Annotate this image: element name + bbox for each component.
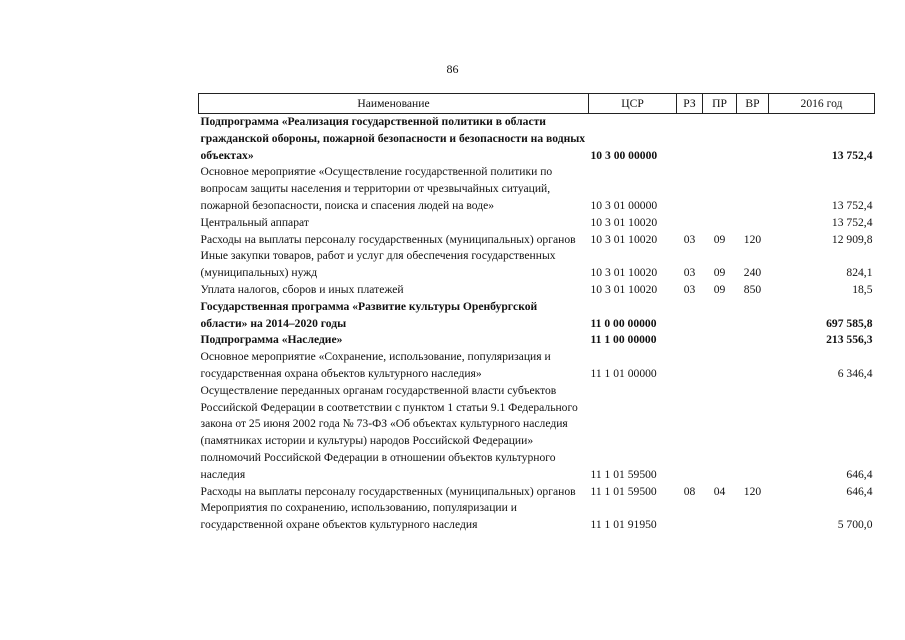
- row-sum: 13 752,4: [831, 148, 873, 162]
- row-csr: 10 3 00 00000: [590, 148, 658, 162]
- row-vr: 240: [743, 266, 762, 280]
- budget-table: [198, 93, 875, 534]
- row-pr: 09: [713, 232, 726, 246]
- row-vr: 120: [743, 232, 762, 246]
- row-name: Государственная программа «Развитие культуры Оренбургской области» на 2014–2020 годы: [200, 299, 538, 330]
- row-pr: [703, 215, 737, 232]
- row-pr: 09: [713, 282, 726, 296]
- row-name: Центральный аппарат: [200, 215, 309, 229]
- row-csr: 11 1 01 59500: [590, 484, 657, 498]
- table-row: [199, 484, 875, 501]
- row-pr: 04: [713, 484, 726, 498]
- row-sum: 13 752,4: [831, 215, 873, 229]
- row-csr: 11 0 00 00000: [590, 316, 657, 330]
- row-name: Осуществление переданных органам государственной власти субъектов Российской Федерации в соответствии с пунктом 1 статьи 9.1 Федерального закона от 25 июня 2002 года № 73-ФЗ «Об объектах культурного наследия (памятниках истории и культуры) народов Российской Федерации» полномочий Российской Федерации в отношении объектов культурного наследия: [200, 383, 578, 481]
- table-row: [199, 164, 875, 214]
- table-row: [199, 215, 875, 232]
- header-name: Наименование: [199, 94, 589, 114]
- row-csr: 10 3 01 10020: [590, 282, 658, 296]
- row-vr: 850: [743, 282, 762, 296]
- row-name: Основное мероприятие «Осуществление государственной политики по вопросам защиты населения и территории от чрезвычайных ситуаций, пожарной безопасности, поиска и спасения людей на воде»: [200, 165, 553, 212]
- row-rz: [677, 383, 703, 484]
- row-name: Расходы на выплаты персоналу государственных (муниципальных) органов: [200, 484, 576, 498]
- table-row: [199, 332, 875, 349]
- row-pr: [703, 383, 737, 484]
- row-vr: 120: [743, 484, 762, 498]
- row-rz: 03: [683, 282, 696, 296]
- row-rz: [677, 164, 703, 214]
- row-csr: 10 3 01 00000: [590, 198, 658, 212]
- row-sum: 6 346,4: [837, 366, 873, 380]
- header-csr: ЦСР: [589, 94, 677, 114]
- table-row: [199, 248, 875, 282]
- row-vr: [737, 332, 769, 349]
- row-csr: 10 3 01 10020: [590, 266, 658, 280]
- row-pr: [703, 349, 737, 383]
- row-sum: 5 700,0: [837, 518, 873, 532]
- row-rz: [677, 114, 703, 165]
- table-header-row: [199, 94, 875, 114]
- header-rz: РЗ: [677, 94, 703, 114]
- row-vr: [737, 383, 769, 484]
- row-vr: [737, 114, 769, 165]
- row-sum: 697 585,8: [826, 316, 873, 330]
- row-pr: [703, 500, 737, 534]
- row-rz: 03: [683, 266, 696, 280]
- row-csr: 11 1 01 59500: [590, 467, 657, 481]
- table-row: [199, 500, 875, 534]
- row-sum: 646,4: [846, 467, 873, 481]
- row-csr: 10 3 01 10020: [590, 232, 658, 246]
- row-sum: 13 752,4: [831, 198, 873, 212]
- table-row: [199, 282, 875, 299]
- table-row: [199, 299, 875, 333]
- row-vr: [737, 500, 769, 534]
- table-row: [199, 232, 875, 249]
- row-sum: 18,5: [852, 282, 873, 296]
- row-pr: [703, 164, 737, 214]
- row-csr: 11 1 00 00000: [590, 333, 657, 347]
- row-rz: [677, 299, 703, 333]
- row-pr: 09: [713, 266, 726, 280]
- row-csr: 11 1 01 91950: [590, 518, 657, 532]
- row-name: Мероприятия по сохранению, использованию, популяризации и государственной охране объектов культурного наследия: [200, 501, 517, 532]
- table-row: [199, 383, 875, 484]
- page-number: 86: [446, 62, 459, 76]
- table-row: [199, 349, 875, 383]
- row-csr: 10 3 01 10020: [590, 215, 658, 229]
- row-name: Основное мероприятие «Сохранение, использование, популяризация и государственная охрана объектов культурного наследия»: [200, 350, 551, 380]
- row-sum: 646,4: [846, 484, 873, 498]
- row-sum: 12 909,8: [831, 232, 873, 246]
- row-vr: [737, 299, 769, 333]
- row-vr: [737, 349, 769, 383]
- header-vr: ВР: [737, 94, 769, 114]
- row-name: Уплата налогов, сборов и иных платежей: [200, 282, 404, 296]
- row-vr: [737, 164, 769, 214]
- row-pr: [703, 332, 737, 349]
- row-rz: [677, 500, 703, 534]
- row-name: Подпрограмма «Реализация государственной политики в области гражданской обороны, пожарной безопасности и безопасности на водных объектах»: [200, 115, 586, 162]
- table-row: [199, 114, 875, 165]
- row-name: Расходы на выплаты персоналу государственных (муниципальных) органов: [200, 232, 576, 246]
- row-vr: [737, 215, 769, 232]
- header-year: 2016 год: [769, 94, 875, 114]
- table-body: [199, 114, 875, 534]
- row-rz: 03: [683, 232, 696, 246]
- row-csr: 11 1 01 00000: [590, 366, 657, 380]
- row-pr: [703, 114, 737, 165]
- row-pr: [703, 299, 737, 333]
- header-pr: ПР: [703, 94, 737, 114]
- row-name: Иные закупки товаров, работ и услуг для обеспечения государственных (муниципальных) нужд: [200, 249, 556, 280]
- row-sum: 213 556,3: [826, 333, 873, 347]
- row-sum: 824,1: [846, 266, 873, 280]
- row-rz: 08: [683, 484, 696, 498]
- row-rz: [677, 349, 703, 383]
- row-rz: [677, 215, 703, 232]
- row-rz: [677, 332, 703, 349]
- row-name: Подпрограмма «Наследие»: [200, 333, 343, 347]
